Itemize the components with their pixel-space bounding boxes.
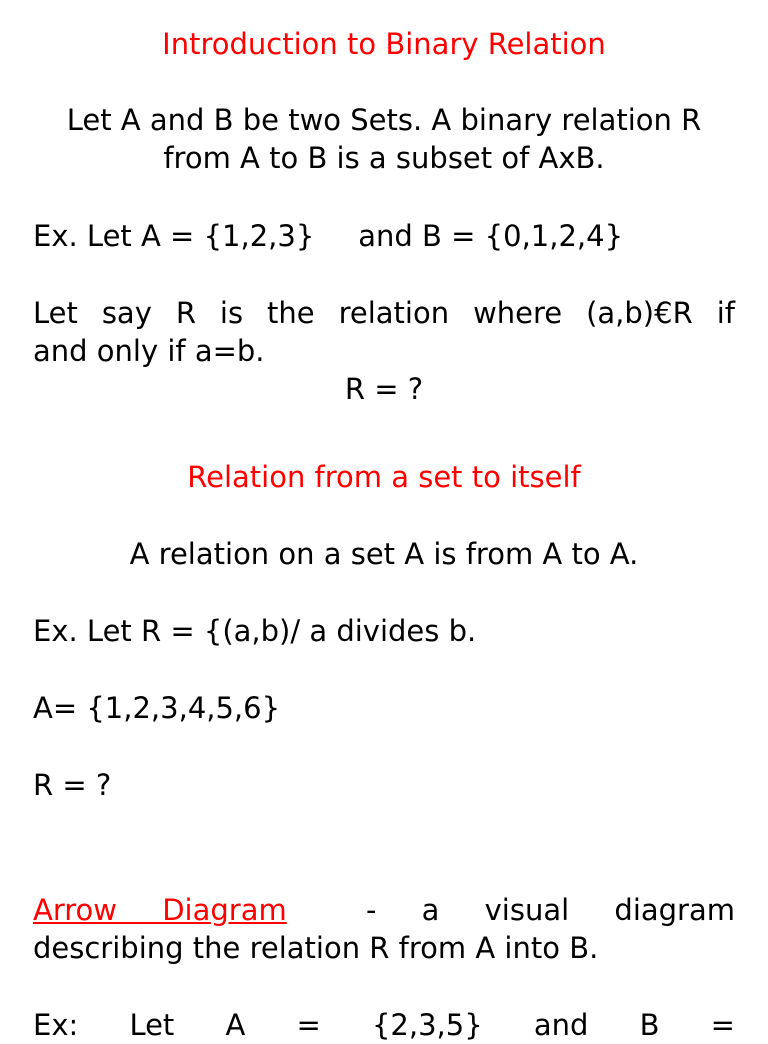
word: B	[639, 1008, 660, 1042]
example-set-a: Ex. Let A = {1,2,3}	[33, 219, 315, 253]
relation-question-1: R = ?	[344, 372, 424, 406]
word: Let	[33, 296, 78, 330]
section2-example: Ex. Let R = {(a,b)/ a divides b.	[33, 614, 477, 648]
relation-condition-line-2: and only if a=b.	[33, 334, 265, 368]
word: Ex:	[33, 1008, 79, 1042]
word: the	[267, 296, 315, 330]
word: {2,3,5}	[371, 1008, 483, 1042]
definition-line-2: from A to B is a subset of AxB.	[163, 141, 605, 175]
arrow-diagram-line-2: describing the relation R from A into B.	[33, 931, 599, 965]
word: =	[710, 1008, 735, 1042]
word: where	[473, 296, 563, 330]
word: (a,b)€R	[586, 296, 693, 330]
word: Let	[129, 1008, 175, 1042]
section1-title: Introduction to Binary Relation	[162, 27, 606, 61]
definition-line-1: Let A and B be two Sets. A binary relation R	[66, 103, 702, 137]
word: diagram	[614, 893, 735, 927]
section2-set-a: A= {1,2,3,4,5,6}	[33, 691, 281, 725]
word: say	[101, 296, 152, 330]
relation-question-2: R = ?	[33, 768, 112, 802]
word: relation	[338, 296, 450, 330]
word: A	[225, 1008, 246, 1042]
word: is	[219, 296, 244, 330]
dash: -	[365, 893, 377, 927]
example-set-b: and B = {0,1,2,4}	[358, 219, 624, 253]
word: and	[533, 1008, 589, 1042]
arrow-diagram-line-1	[33, 891, 735, 929]
example-sets-line	[33, 217, 735, 255]
word: visual	[484, 893, 570, 927]
word: a	[421, 893, 440, 927]
arrow-example-line	[33, 1006, 735, 1044]
word: =	[296, 1008, 321, 1042]
relation-condition-line-1	[33, 294, 735, 332]
section2-definition: A relation on a set A is from A to A.	[129, 537, 639, 571]
section2-title: Relation from a set to itself	[187, 460, 581, 494]
word: R	[175, 296, 196, 330]
arrow-diagram-term: Arrow Diagram	[33, 893, 287, 927]
word: if	[716, 296, 735, 330]
